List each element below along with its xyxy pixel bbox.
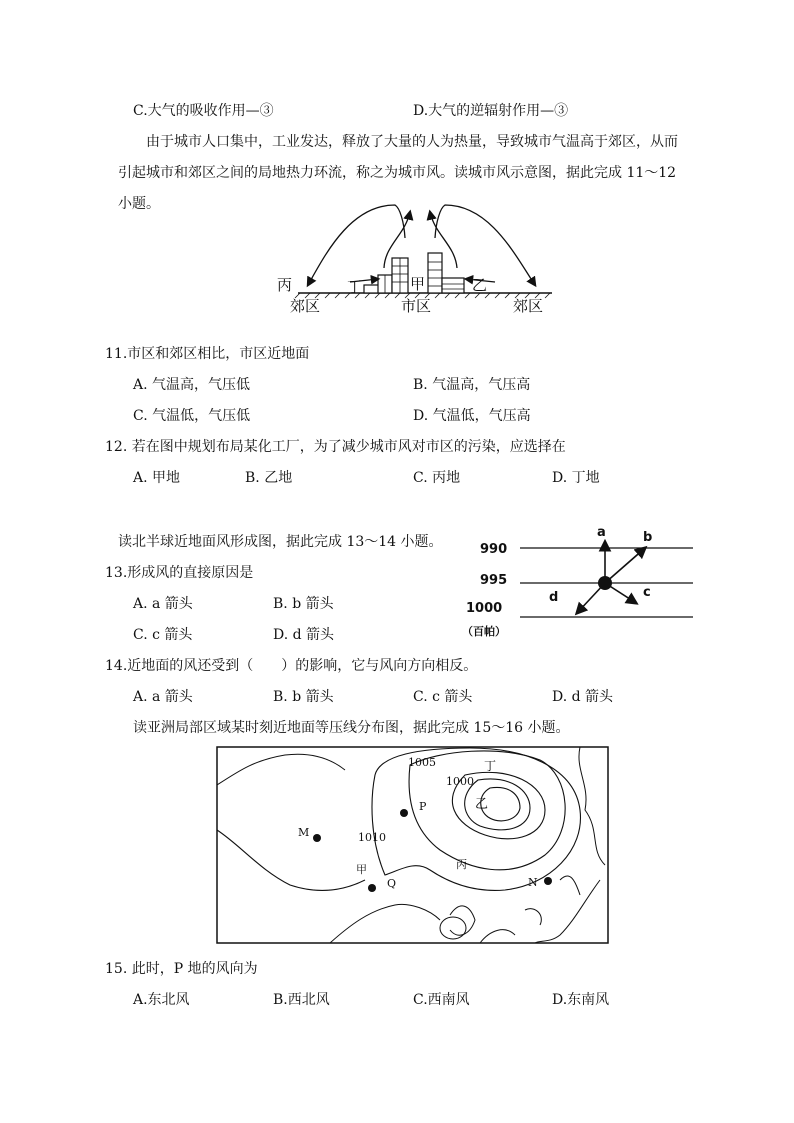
label-suburb-left: 郊区 xyxy=(290,297,321,315)
intro-city-wind: 由于城市人口集中，工业发达，释放了大量的人为热量，导致城市气温高于郊区，从而引起城市和郊区之间的局地热力环流，称之为城市风。读城市风示意图，据此完成 11～12 小题。 xyxy=(118,134,678,212)
q12-option-c: C. 丙地 xyxy=(413,470,461,486)
q15-option-b: B.西北风 xyxy=(273,992,330,1008)
label-ding-map: 丁 xyxy=(484,759,497,773)
q13-option-a: A. a 箭头 xyxy=(133,596,193,612)
label-yi-map: 乙 xyxy=(475,797,489,812)
q11-option-a: A. 气温高，气压低 xyxy=(133,377,251,393)
q15-option-d: D.东南风 xyxy=(552,992,610,1008)
prev-option-c: C.大气的吸收作用—③ xyxy=(133,103,274,119)
q11-option-d: D. 气温低，气压高 xyxy=(413,408,531,424)
isobar-1005-label: 1005 xyxy=(408,756,436,769)
label-city: 市区 xyxy=(401,297,432,315)
isobar-990-label: 990 xyxy=(480,542,508,557)
q13-option-b: B. b 箭头 xyxy=(273,596,334,612)
label-q: Q xyxy=(387,877,397,890)
arrow-c-label: c xyxy=(643,585,651,600)
label-jia-map: 甲 xyxy=(356,863,367,876)
intro-asia-map: 读亚洲局部区域某时刻近地面等压线分布图，据此完成 15～16 小题。 xyxy=(133,720,570,736)
q12-option-a: A. 甲地 xyxy=(133,470,181,486)
q14-option-b: B. b 箭头 xyxy=(273,689,334,705)
point-n xyxy=(544,877,552,885)
label-yi: 乙 xyxy=(472,276,488,294)
q11-option-b: B. 气温高，气压高 xyxy=(413,377,531,393)
q11-option-c: C. 气温低，气压低 xyxy=(133,408,251,424)
label-suburb-right: 郊区 xyxy=(513,297,544,315)
pressure-unit: （百帕） xyxy=(462,625,506,638)
label-bing: 丙 xyxy=(277,276,293,294)
q11-stem: 11.市区和郊区相比，市区近地面 xyxy=(105,346,310,362)
q13-option-d: D. d 箭头 xyxy=(273,627,335,643)
q14-option-a: A. a 箭头 xyxy=(133,689,193,705)
arrow-b-label: b xyxy=(643,530,653,545)
q15-option-a: A.东北风 xyxy=(133,992,190,1008)
point-p xyxy=(400,809,408,817)
q13-stem: 13.形成风的直接原因是 xyxy=(105,565,254,581)
label-p: P xyxy=(419,800,427,813)
point-q xyxy=(368,884,376,892)
q13-option-c: C. c 箭头 xyxy=(133,627,193,643)
q14-option-c: C. c 箭头 xyxy=(413,689,473,705)
isobar-995-label: 995 xyxy=(480,573,508,588)
isobar-1000-map-label: 1000 xyxy=(446,775,474,788)
intro-wind-formation: 读北半球近地面风形成图，据此完成 13～14 小题。 xyxy=(118,534,443,550)
q12-option-b: B. 乙地 xyxy=(245,470,293,486)
q14-stem: 14.近地面的风还受到（ ）的影响，它与风向方向相反。 xyxy=(105,658,478,674)
map-frame xyxy=(217,747,608,943)
label-ding: 丁 xyxy=(347,278,363,296)
prev-option-d: D.大气的逆辐射作用—③ xyxy=(413,103,569,119)
label-jia: 甲 xyxy=(410,275,426,293)
label-bing-map: 丙 xyxy=(456,858,467,871)
q12-option-d: D. 丁地 xyxy=(552,470,600,486)
label-n: N xyxy=(528,876,538,889)
q12-stem: 12. 若在图中规划布局某化工厂，为了减少城市风对市区的污染，应选择在 xyxy=(105,439,566,455)
label-m: M xyxy=(298,826,310,839)
arrow-d-label: d xyxy=(549,590,559,605)
q14-option-d: D. d 箭头 xyxy=(552,689,614,705)
point-m xyxy=(313,834,321,842)
q15-option-c: C.西南风 xyxy=(413,992,470,1008)
isobar-1010-label: 1010 xyxy=(358,831,386,844)
isobar-1000-label: 1000 xyxy=(466,601,503,616)
arrow-a-label: a xyxy=(597,525,606,540)
q15-stem: 15. 此时，P 地的风向为 xyxy=(105,961,258,977)
